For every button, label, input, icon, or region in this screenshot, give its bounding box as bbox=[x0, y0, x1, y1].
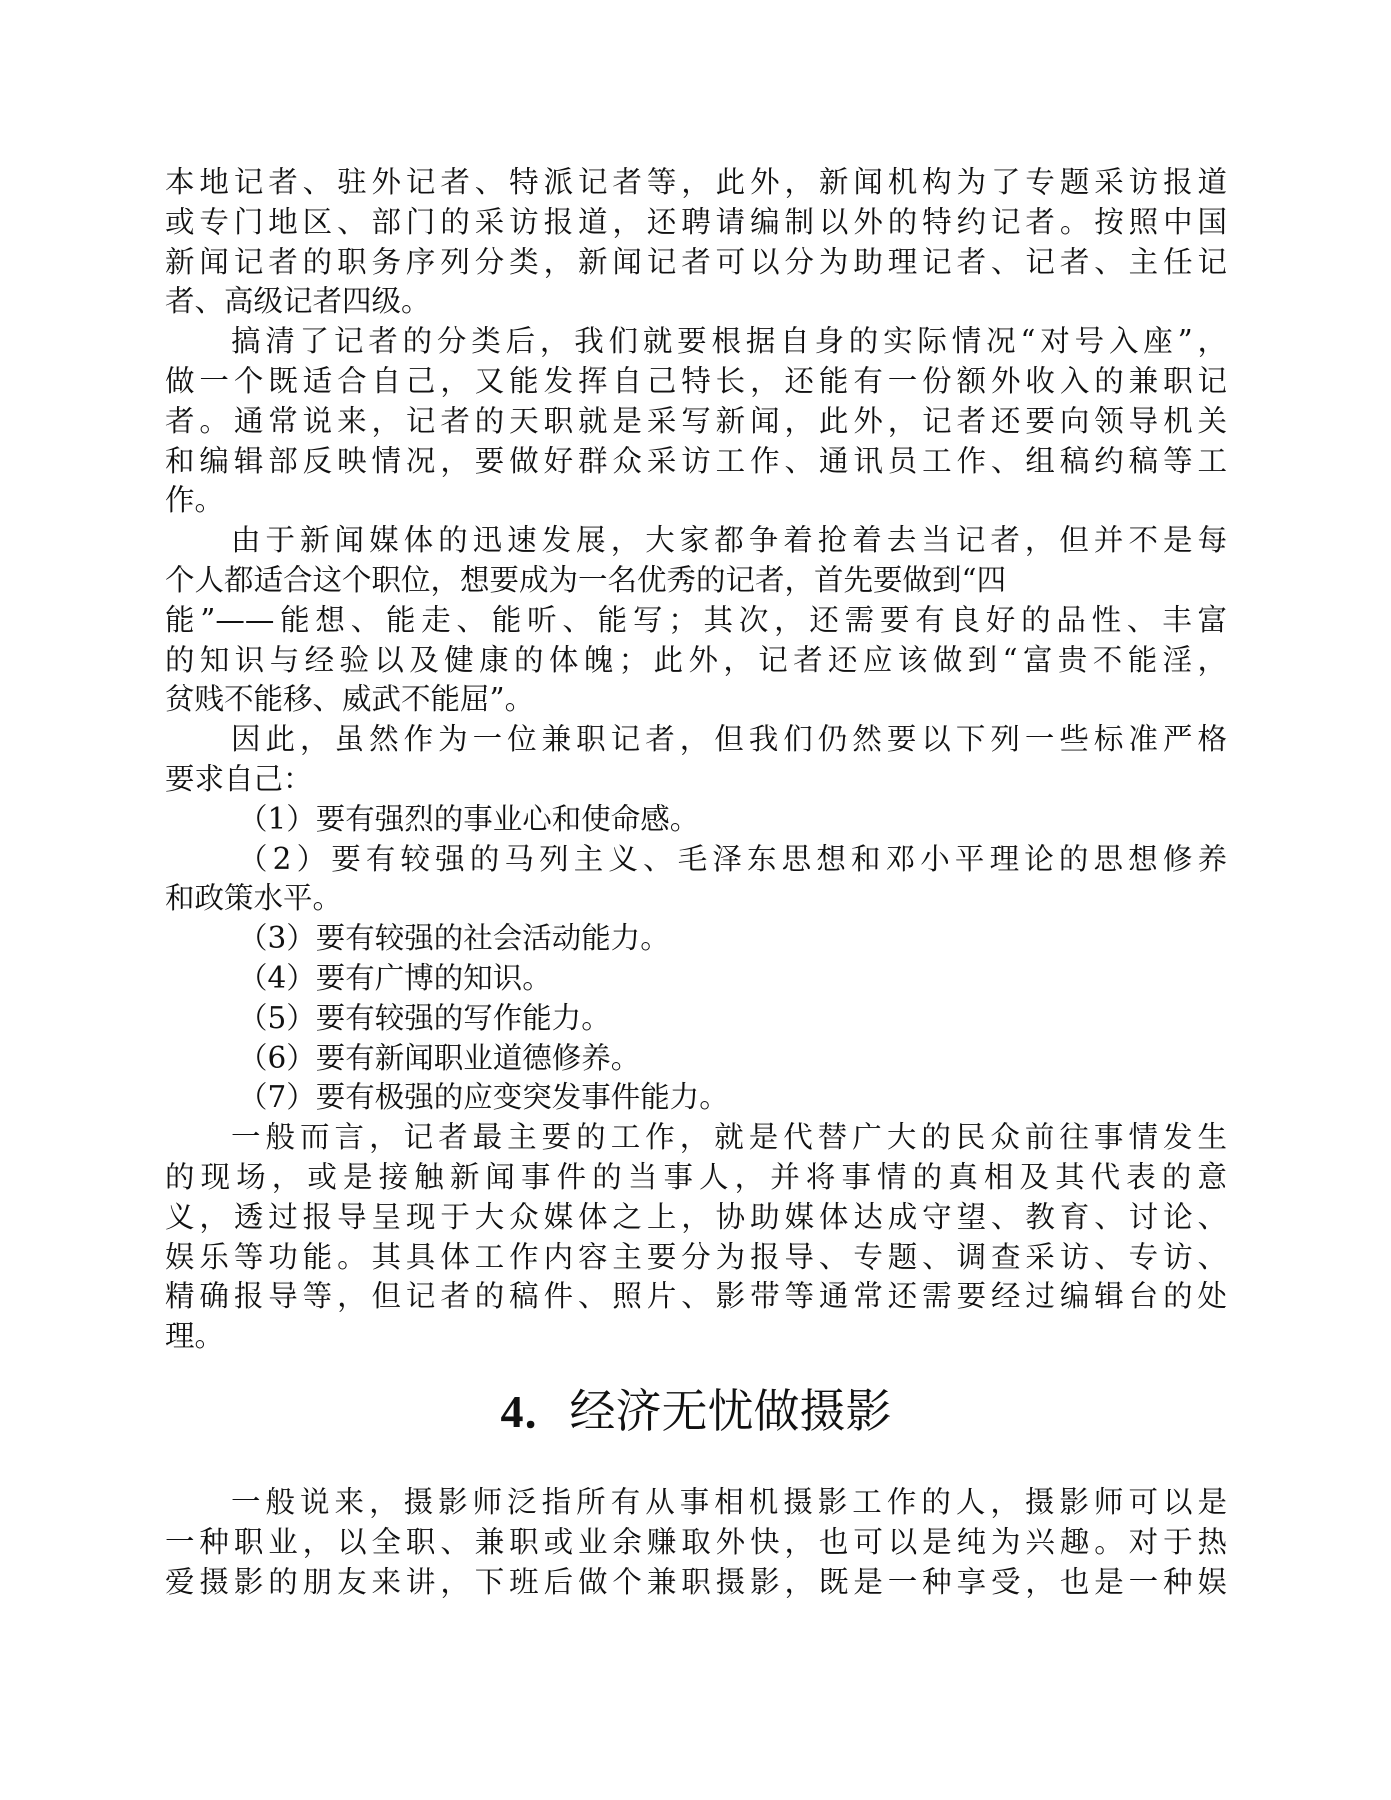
list-item: （5）要有较强的写作能力。 bbox=[238, 1000, 611, 1035]
list-item: （2）要有较强的马列主义、毛泽东思想和邓小平理论的思想修养 bbox=[238, 841, 1227, 876]
paragraph-line: 或专门地区、部门的采访报道，还聘请编制以外的特约记者。按照中国 bbox=[165, 204, 1227, 239]
paragraph-line: 能”——能想、能走、能听、能写；其次，还需要有良好的品性、丰富 bbox=[165, 602, 1227, 637]
paragraph-line: 搞清了记者的分类后，我们就要根据自身的实际情况“对号入座”， bbox=[231, 324, 1227, 359]
paragraph-line: 一种职业，以全职、兼职或业余赚取外快，也可以是纯为兴趣。对于热 bbox=[165, 1524, 1227, 1559]
paragraph-line: 和编辑部反映情况，要做好群众采访工作、通讯员工作、组稿约稿等工 bbox=[165, 443, 1227, 478]
paragraph-line: 做一个既适合自己，又能发挥自己特长，还能有一份额外收入的兼职记 bbox=[165, 363, 1227, 398]
paragraph-line: 者、高级记者四级。 bbox=[165, 284, 431, 319]
list-item: （6）要有新闻职业道德修养。 bbox=[238, 1040, 641, 1075]
paragraph-line: 者。通常说来，记者的天职就是采写新闻，此外，记者还要向领导机关 bbox=[165, 403, 1227, 438]
paragraph-line: 由于新闻媒体的迅速发展，大家都争着抢着去当记者，但并不是每 bbox=[231, 523, 1227, 558]
paragraph-line: 爱摄影的朋友来讲，下班后做个兼职摄影，既是一种享受，也是一种娱 bbox=[165, 1564, 1227, 1599]
paragraph-line: 因此，虽然作为一位兼职记者，但我们仍然要以下列一些标准严格 bbox=[231, 722, 1227, 757]
section-number: 4． bbox=[500, 1386, 570, 1437]
paragraph-line: 一般而言，记者最主要的工作，就是代替广大的民众前往事情发生 bbox=[231, 1120, 1227, 1155]
paragraph-line: 本地记者、驻外记者、特派记者等，此外，新闻机构为了专题采访报道 bbox=[165, 165, 1227, 199]
paragraph-line: 理。 bbox=[165, 1319, 225, 1354]
paragraph-line: 新闻记者的职务序列分类，新闻记者可以分为助理记者、记者、主任记 bbox=[165, 244, 1227, 279]
paragraph-line: 的知识与经验以及健康的体魄；此外，记者还应该做到“富贵不能淫， bbox=[165, 642, 1227, 677]
paragraph-line: 贫贱不能移、威武不能屈”。 bbox=[165, 682, 535, 717]
paragraph-line: 精确报导等，但记者的稿件、照片、影带等通常还需要经过编辑台的处 bbox=[165, 1279, 1227, 1314]
paragraph-line: 要求自己： bbox=[165, 761, 313, 796]
paragraph-line: 的现场，或是接触新闻事件的当事人，并将事情的真相及其代表的意 bbox=[165, 1159, 1227, 1194]
list-item: （1）要有强烈的事业心和使命感。 bbox=[238, 801, 700, 836]
list-item: （3）要有较强的社会活动能力。 bbox=[238, 921, 670, 956]
list-item-continuation: 和政策水平。 bbox=[165, 881, 343, 916]
paragraph-line: 作。 bbox=[165, 483, 225, 518]
section-title: 经济无忧做摄影 bbox=[569, 1384, 892, 1438]
section-heading bbox=[165, 1376, 1227, 1446]
paragraph-line: 一般说来，摄影师泛指所有从事相机摄影工作的人，摄影师可以是 bbox=[231, 1485, 1227, 1519]
body-text-section bbox=[165, 163, 1227, 1357]
paragraph-line: 娱乐等功能。其具体工作内容主要分为报导、专题、调查采访、专访、 bbox=[165, 1239, 1227, 1274]
paragraph-line: 义，透过报导呈现于大众媒体之上，协助媒体达成守望、教育、讨论、 bbox=[165, 1199, 1227, 1234]
list-item: （4）要有广博的知识。 bbox=[238, 960, 552, 995]
list-item: （7）要有极强的应变突发事件能力。 bbox=[238, 1080, 729, 1115]
paragraph-line: 个人都适合这个职位，想要成为一名优秀的记者，首先要做到“四 bbox=[165, 562, 1007, 597]
body-text-section-2 bbox=[165, 1483, 1227, 1602]
